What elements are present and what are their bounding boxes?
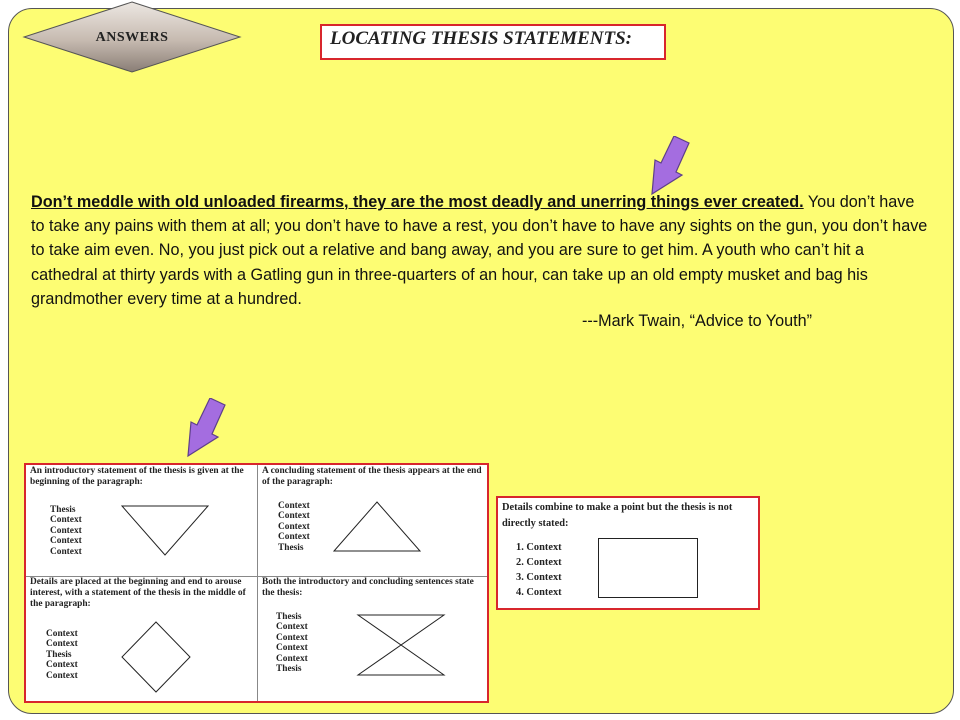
list-item: Context: [278, 511, 310, 522]
list-item: Context: [276, 653, 308, 664]
list-item: Context: [50, 546, 82, 557]
list-item: Context: [46, 629, 78, 639]
caption-top-right: A concluding statement of the thesis appears at the end of the paragraph:: [262, 466, 482, 487]
list-item: 3. Context: [516, 572, 562, 583]
list-top-left: [50, 505, 82, 557]
list-item: Context: [50, 536, 82, 547]
list-item: 1. Context: [516, 542, 562, 553]
arrow-icon: [172, 398, 232, 464]
rectangle-icon: [598, 538, 698, 598]
list-implied: [516, 540, 562, 600]
list-item: Context: [276, 622, 308, 633]
title-box: [320, 24, 666, 60]
caption-top-left: An introductory statement of the thesis is given at the beginning of the paragraph:: [30, 466, 244, 487]
list-item: Context: [276, 632, 308, 643]
diamond-icon: [120, 621, 192, 693]
list-item: Thesis: [278, 542, 304, 553]
answers-label: ANSWERS: [95, 30, 169, 45]
caption-implied: Details combine to make a point but the thesis is not directly stated:: [502, 502, 733, 529]
list-item: 2. Context: [516, 557, 562, 568]
list-item: Context: [50, 515, 82, 526]
list-item: Thesis: [276, 612, 302, 622]
answers-button[interactable]: [22, 0, 242, 74]
caption-bottom-left: Details are placed at the beginning and end to arouse interest, with a statement of the thesis in the middle of the paragraph:: [30, 577, 246, 609]
list-bottom-left: [46, 629, 78, 681]
thesis-statement: Don’t meddle with old unloaded firearms, they are the most deadly and unerring things ever created.: [31, 193, 804, 211]
passage-body: You don’t have to take any pains with them at all; you don’t have to have a rest, you don’t have to have any sights on the gun, you don’t have to take aim even. No, you just pick out a relative and bang away, and you are sure to get him. A youth who can’t hit a cathedral at thirty yards with a Gatling gun in three-quarters of an hour, can take up an old empty musket and bag his grandmother every time at a hundred.: [31, 193, 928, 308]
list-item: Thesis: [50, 505, 76, 515]
triangle-down-icon: [120, 505, 210, 557]
caption-bottom-right: Both the introductory and concluding sentences state the thesis:: [262, 577, 474, 598]
passage-text: [31, 190, 931, 311]
list-item: Context: [46, 670, 78, 681]
list-item: 4. Context: [516, 587, 562, 598]
list-item: Thesis: [276, 664, 302, 675]
implied-thesis-diagram: [496, 496, 760, 610]
thesis-placement-diagrams: [24, 463, 489, 703]
list-item: Context: [46, 660, 78, 671]
page-title: LOCATING THESIS STATEMENTS:: [330, 28, 632, 49]
triangle-up-icon: [332, 501, 422, 553]
hourglass-icon: [356, 613, 446, 677]
attribution: ---Mark Twain, “Advice to Youth”: [582, 312, 813, 330]
list-item: Context: [278, 532, 310, 543]
list-item: Thesis: [46, 649, 72, 660]
list-item: Context: [276, 643, 308, 654]
list-bottom-right: [276, 612, 308, 674]
list-top-right: [278, 501, 310, 553]
divider: [257, 465, 258, 701]
list-item: Context: [278, 521, 310, 532]
list-item: Context: [50, 525, 82, 536]
list-item: Context: [46, 639, 78, 650]
list-item: Context: [278, 501, 310, 511]
